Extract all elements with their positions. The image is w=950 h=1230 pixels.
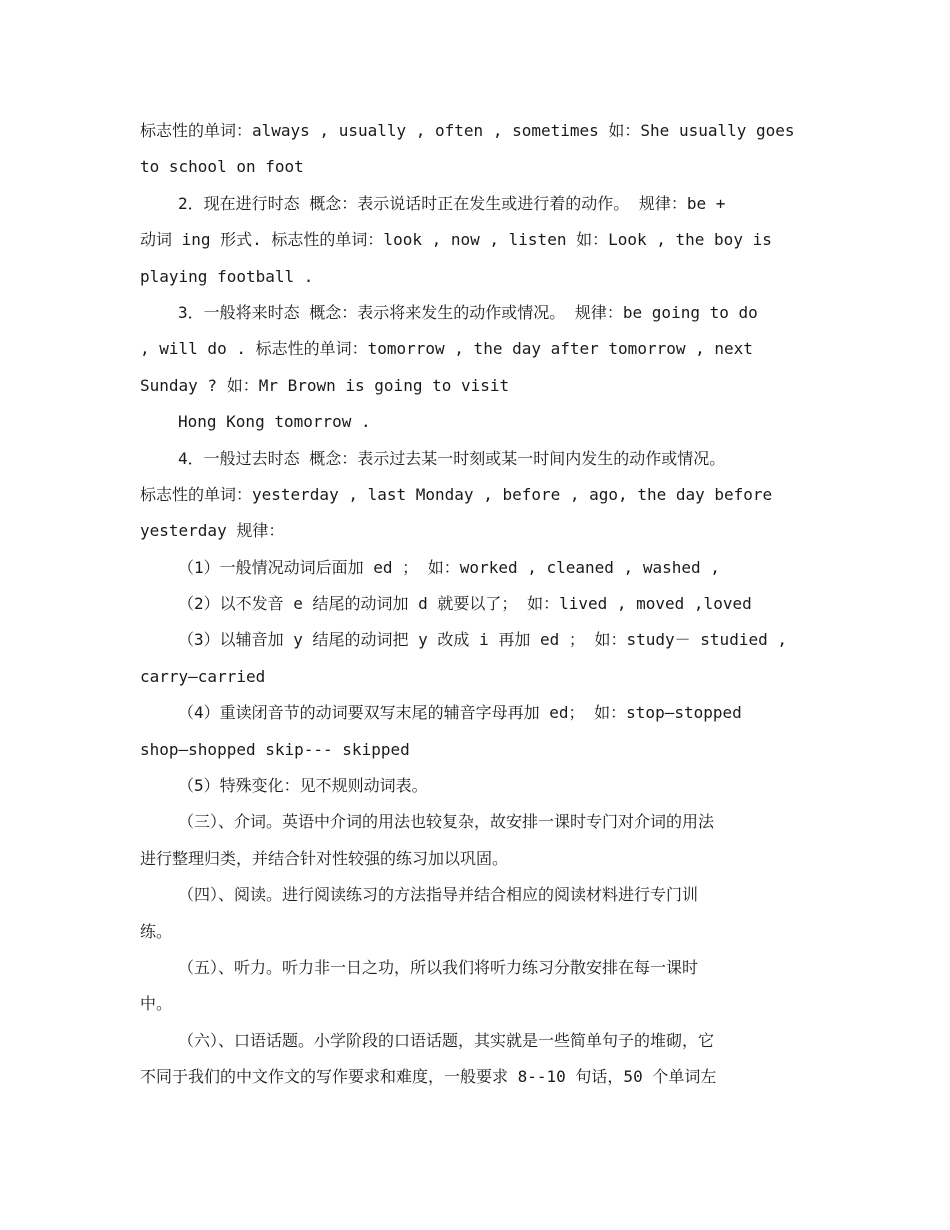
text-line: 不同于我们的中文作文的写作要求和难度，一般要求 8--10 句话，50 个单词左 [140, 1067, 717, 1087]
text-line: carry—carried [140, 666, 266, 686]
text-line: 进行整理归类，并结合针对性较强的练习加以巩固。 [140, 848, 509, 868]
text-line: 标志性的单词：always , usually , often , sometimes 如：She usually goes [140, 121, 795, 140]
text-line: 2．现在进行时态 概念：表示说话时正在发生或进行着的动作。 规律：be + [178, 193, 726, 213]
text-line: 标志性的单词：yesterday , last Monday , before , ago, the day before [140, 484, 773, 504]
text-line: shop—shopped skip--- skipped [140, 739, 410, 759]
text-line: （四）、阅读。进行阅读练习的方法指导并结合相应的阅读材料进行专门训 [178, 885, 699, 905]
text-line: （1）一般情况动词后面加 ed ； 如：worked , cleaned , washed , [178, 557, 720, 577]
text-line: （3）以辅音加 y 结尾的动词把 y 改成 i 再加 ed ； 如：study－ studied , [178, 630, 787, 650]
text-line: 动词 ing 形式. 标志性的单词：look , now , listen 如：Look , the boy is [140, 230, 772, 250]
text-line: 中。 [140, 994, 173, 1014]
text-line: （五）、听力。听力非一日之功，所以我们将听力练习分散安排在每一课时 [178, 957, 699, 977]
text-line: （2）以不发音 e 结尾的动词加 d 就要以了； 如：lived , moved ,loved [178, 594, 752, 614]
text-line: playing football . [140, 266, 314, 286]
text-line: Hong Kong tomorrow . [178, 412, 371, 432]
text-line: yesterday 规律： [140, 521, 285, 541]
text-line: Sunday ? 如：Mr Brown is going to visit [140, 375, 510, 395]
text-line: （三）、介词。英语中介词的用法也较复杂，故安排一课时专门对介词的用法 [178, 812, 715, 832]
text-line: , will do . 标志性的单词：tomorrow , the day after tomorrow , next [140, 339, 753, 359]
document-body [140, 113, 820, 1096]
text-line: to school on foot [140, 157, 304, 177]
text-line: 练。 [140, 921, 173, 941]
text-line: （六）、口语话题。小学阶段的口语话题，其实就是一些简单句子的堆砌，它 [178, 1030, 715, 1050]
text-line: （5）特殊变化：见不规则动词表。 [178, 776, 428, 796]
text-line: 3．一般将来时态 概念：表示将来发生的动作或情况。 规律：be going to do [178, 302, 758, 322]
text-line: 4．一般过去时态 概念：表示过去某一时刻或某一时间内发生的动作或情况。 [178, 448, 726, 468]
text-line: （4）重读闭音节的动词要双写末尾的辅音字母再加 ed； 如：stop—stopped [178, 703, 742, 723]
